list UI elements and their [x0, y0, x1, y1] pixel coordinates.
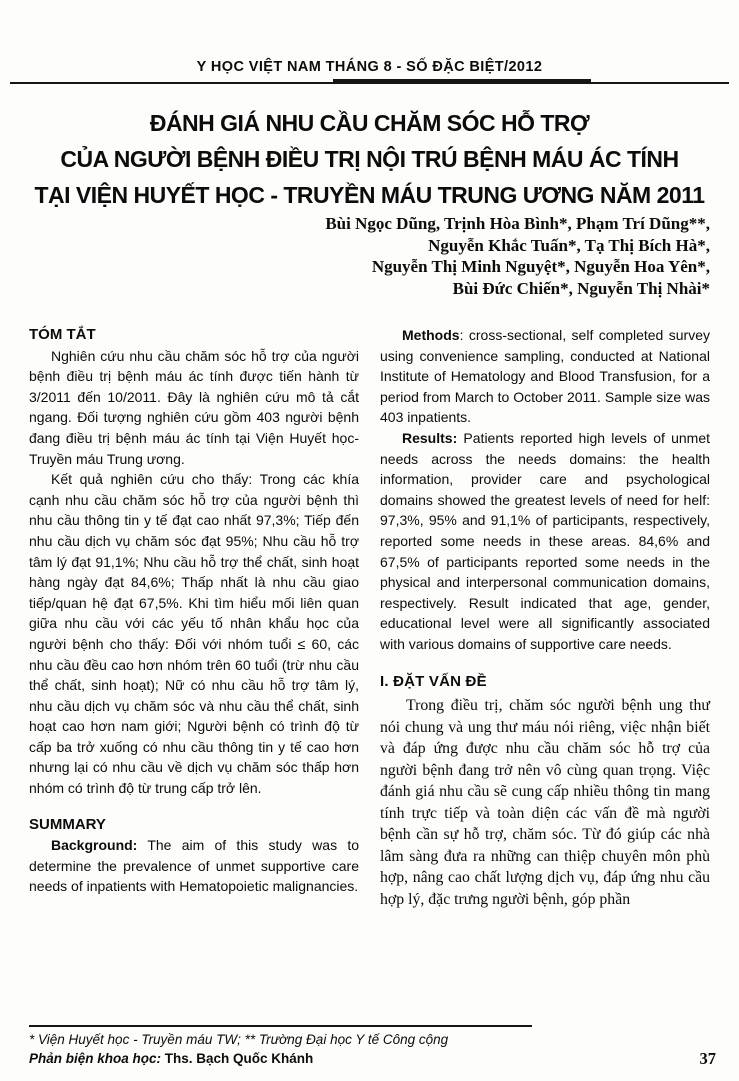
abstract-heading-vietnamese: TÓM TẮT: [29, 326, 96, 343]
journal-running-head: Y HỌC VIỆT NAM THÁNG 8 - SỐ ĐẶC BIỆT/2012: [196, 59, 543, 75]
author-line: Nguyễn Khắc Tuấn*, Tạ Thị Bích Hà*,: [428, 235, 710, 255]
author-line: Bùi Đức Chiến*, Nguyễn Thị Nhài*: [452, 278, 710, 298]
left-column: [29, 325, 359, 1022]
paper-title-line-2: CỦA NGƯỜI BỆNH ĐIỀU TRỊ NỘI TRÚ BỆNH MÁU ÁC TÍNH: [60, 146, 679, 172]
background-label: Background:: [51, 837, 138, 854]
paper-title: [0, 105, 739, 213]
background-text: The aim of this study was to determine the prevalence of unmet supportive care needs of inpatients with Hematopoietic malignancies.: [29, 837, 359, 895]
methods-label: Methods: [402, 327, 460, 343]
results-label: Results:: [402, 429, 458, 446]
paper-title-line-3: TẠI VIỆN HUYẾT HỌC - TRUYỀN MÁU TRUNG ƯƠNG NĂM 2011: [34, 182, 705, 208]
footnote-block: [29, 1025, 711, 1068]
results-text: Patients reported high levels of unmet needs across the needs domains: the health information, provider care and psychological domains showed the greatest levels of need for helf: 97,3%, 95% and 91,1% of participants, respectively, reported some needs in these areas. 84,6% and 67,5% of participants reported some needs in the physical and interpersonal communication domains, respectively. Result indicated that age, gender, educational level were all significantly associated with various domains of supportive care needs.: [380, 429, 710, 652]
author-list: [325, 213, 710, 299]
background-paragraph: [29, 835, 359, 897]
author-line: Bùi Ngọc Dũng, Trịnh Hòa Bình*, Phạm Trí Dũng**,: [325, 214, 710, 233]
page-number: 37: [699, 1049, 716, 1068]
summary-heading: SUMMARY: [29, 815, 106, 833]
two-column-body: [29, 325, 711, 1022]
methods-paragraph: [380, 325, 710, 428]
footnote-rule: [29, 1025, 532, 1027]
right-column: [380, 325, 710, 1022]
author-line: Nguyễn Thị Minh Nguyệt*, Nguyễn Hoa Yên*,: [371, 257, 710, 276]
footnote-reviewer: [29, 1050, 711, 1069]
header-underline: [333, 79, 591, 83]
intro-section-heading: I. ĐẶT VẤN ĐỀ: [380, 672, 487, 690]
intro-paragraph: Trong điều trị, chăm sóc người bệnh ung thư nói chung và ung thư máu nói riêng, việc nhận biết và đáp ứng được nhu cầu chăm sóc hỗ trợ của người bệnh đang trở nên vô cùng quan trọng. Việc đánh giá nhu cầu sẽ cung cấp nhiều thông tin mang tính trực tiếp và toàn diện các vấn đề mà người bệnh cần sự hỗ trợ, chăm sóc. Từ đó giúp các nhà lâm sàng đưa ra những can thiệp chuyên môn phù hợp, nâng cao chất lượng dịch vụ, đáp ứng nhu cầu hợp lý, đặc trưng người bệnh, góp phần: [380, 697, 710, 908]
abstract-paragraph-1: Nghiên cứu nhu cầu chăm sóc hỗ trợ của người bệnh điều trị bệnh máu ác tính được tiến hành từ 3/2011 đến 10/2011. Đây là nghiên cứu mô tả cắt ngang. Đối tượng nghiên cứu gồm 403 người bệnh đang điều trị bệnh máu ác tính tại Viện Huyết học- Truyền máu Trung ương.: [29, 347, 359, 467]
reviewer-name: Ths. Bạch Quốc Khánh: [161, 1050, 314, 1066]
footnote-affiliations: * Viện Huyết học - Truyền máu TW; ** Trường Đại học Y tế Công cộng: [29, 1032, 449, 1047]
reviewer-label: Phản biện khoa học:: [29, 1050, 162, 1066]
results-paragraph: [380, 428, 710, 655]
abstract-paragraph-2: Kết quả nghiên cứu cho thấy: Trong các khía cạnh nhu cầu chăm sóc hỗ trợ của người bệnh thì nhu cầu thông tin y tế đạt cao nhất 97,3%; Tiếp đến nhu cầu dịch vụ chăm sóc đạt 95%; Nhu cầu hỗ trợ tâm lý đạt 91,1%; Nhu cầu hỗ trợ thể chất, sinh hoạt hàng ngày đạt 84,6%; Thấp nhất là nhu cầu giao tiếp/quan hệ đạt 67,5%. Khi tìm hiểu mối liên quan giữa nhu cầu với các yếu tố nhân khẩu học của người bệnh cho thấy: Đối với nhóm tuổi ≤ 60, các nhu cầu đều cao hơn nhóm trên 60 tuổi (trừ nhu cầu thể chất, sinh hoạt); Nữ có nhu cầu hỗ trợ tâm lý, nhu cầu dịch vụ chăm sóc và nhu cầu thể chất, sinh hoạt cao hơn nam giới; Người bệnh có trình độ từ cấp ba trở xuống có nhu cầu thông tin y tế cao hơn nhưng lại có nhu cầu về dịch vụ chăm sóc thấp hơn nhóm có trình độ từ trung cấp trở lên.: [29, 471, 359, 797]
paper-title-line-1: ĐÁNH GIÁ NHU CẦU CHĂM SÓC HỖ TRỢ: [149, 110, 590, 136]
methods-text: : cross-sectional, self completed survey using convenience sampling, conducted at National Institute of Hematology and Blood Transfusion, for a period from March to October 2011. Sample size was 403 inpatients.: [380, 327, 710, 426]
